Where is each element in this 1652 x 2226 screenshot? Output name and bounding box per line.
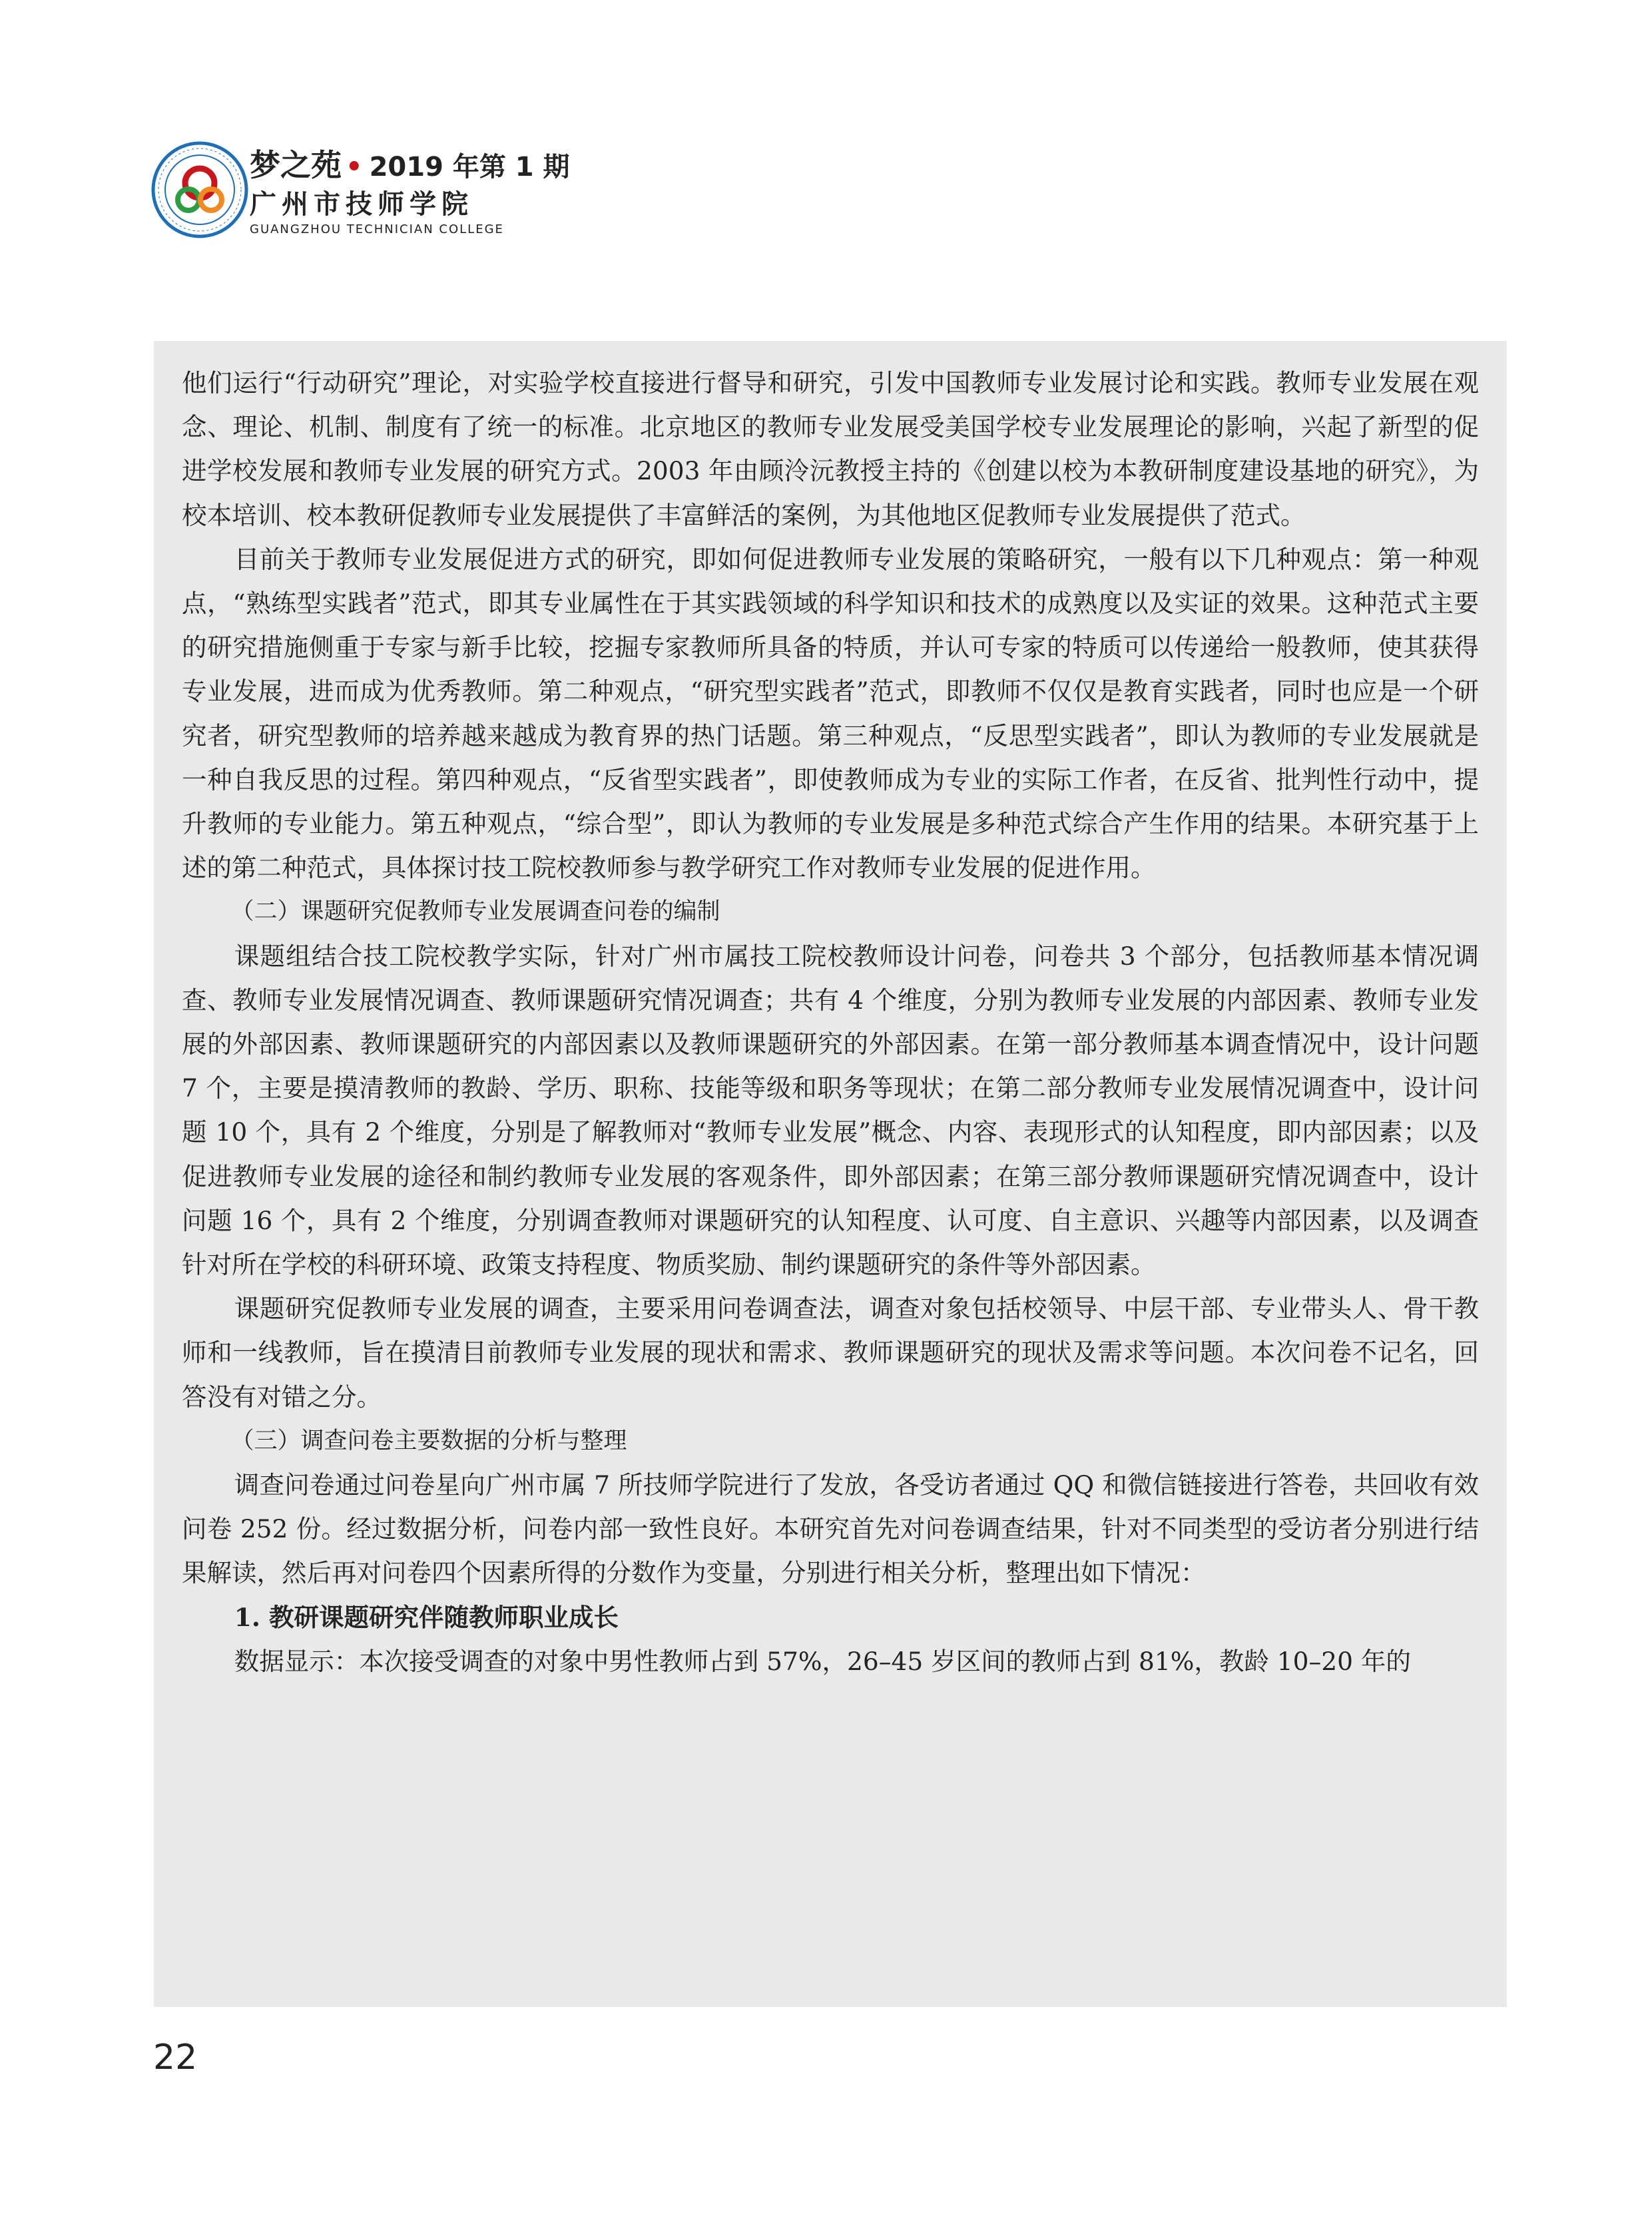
college-name-cn: 广州市技师学院	[250, 189, 473, 220]
page-header	[150, 140, 749, 246]
brand-block	[250, 145, 570, 238]
paragraph: 课题研究促教师专业发展的调查，主要采用问卷调查法，调查对象包括校领导、中层干部、专业带头人、骨干教师和一线教师，旨在摸清目前教师专业发展的现状和需求、教师课题研究的现状及需求等问题。本次问卷不记名，回答没有对错之分。	[182, 1294, 1479, 1412]
separator-dot: •	[346, 152, 363, 182]
college-logo-icon	[150, 140, 250, 240]
section-heading: （三）调查问卷主要数据的分析与整理	[230, 1427, 627, 1454]
subsection-heading: 1. 教研课题研究伴随教师职业成长	[234, 1602, 619, 1632]
paragraph: 目前关于教师专业发展促进方式的研究，即如何促进教师专业发展的策略研究，一般有以下几种观点：第一种观点，“熟练型实践者”范式，即其专业属性在于其实践领域的科学知识和技术的成熟度以及实证的效果。这种范式主要的研究措施侧重于专家与新手比较，挖掘专家教师所具备的特质，并认可专家的特质可以传递给一般教师，使其获得专业发展，进而成为优秀教师。第二种观点，“研究型实践者”范式，即教师不仅仅是教育实践者，同时也应是一个研究者，研究型教师的培养越来越成为教育界的热门话题。第三种观点，“反思型实践者”，即认为教师的专业发展就是一种自我反思的过程。第四种观点，“反省型实践者”，即使教师成为专业的实际工作者，在反省、批判性行动中，提升教师的专业能力。第五种观点，“综合型”，即认为教师的专业发展是多种范式综合产生作用的结果。本研究基于上述的第二种范式，具体探讨技工院校教师参与教学研究工作对教师专业发展的促进作用。	[182, 544, 1479, 883]
magazine-name: 梦之苑	[250, 147, 342, 183]
paragraph: 课题组结合技工院校教学实际，针对广州市属技工院校教师设计问卷，问卷共 3 个部分，包括教师基本情况调查、教师专业发展情况调查、教师课题研究情况调查；共有 4 个维度，分别为教师专业发展的内部因素、教师专业发展的外部因素、教师课题研究的内部因素以及教师课题研究的外部因素。在第一部分教师基本调查情况中，设计问题 7 个，主要是摸清教师的教龄、学历、职称、技能等级和职务等现状；在第二部分教师专业发展情况调查中，设计问题 10 个，具有 2 个维度，分别是了解教师对“教师专业发展”概念、内容、表现形式的认知程度，即内部因素；以及促进教师专业发展的途径和制约教师专业发展的客观条件，即外部因素；在第三部分教师课题研究情况调查中，设计问题 16 个，具有 2 个维度，分别调查教师对课题研究的认知程度、认可度、自主意识、兴趣等内部因素，以及调查针对所在学校的科研环境、政策支持程度、物质奖励、制约课题研究的条件等外部因素。	[182, 941, 1479, 1280]
paragraph: 调查问卷通过问卷星向广州市属 7 所技师学院进行了发放，各受访者通过 QQ 和微信链接进行答卷，共回收有效问卷 252 份。经过数据分析，问卷内部一致性良好。本研究首先对问卷调查结果，针对不同类型的受访者分别进行结果解读，然后再对问卷四个因素所得的分数作为变量，分别进行相关分析，整理出如下情况：	[182, 1470, 1479, 1588]
section-heading: （二）课题研究促教师专业发展调查问卷的编制	[230, 898, 720, 926]
paragraph: 他们运行“行动研究”理论，对实验学校直接进行督导和研究，引发中国教师专业发展讨论和实践。教师专业发展在观念、理论、机制、制度有了统一的标准。北京地区的教师专业发展受美国学校专业发展理论的影响，兴起了新型的促进学校发展和教师专业发展的研究方式。2003 年由顾泠沅教授主持的《创建以校为本教研制度建设基地的研究》，为校本培训、校本教研促教师专业发展提供了丰富鲜活的案例，为其他地区促教师专业发展提供了范式。	[182, 368, 1479, 530]
article-body	[154, 341, 1507, 2007]
paragraph: 数据显示：本次接受调查的对象中男性教师占到 57%，26–45 岁区间的教师占到 81%，教龄 10–20 年的	[234, 1646, 1411, 1676]
college-name-en: GUANGZHOU TECHNICIAN COLLEGE	[250, 222, 504, 236]
page-number: 22	[153, 2038, 198, 2078]
issue-label: 2019 年第 1 期	[369, 152, 570, 182]
